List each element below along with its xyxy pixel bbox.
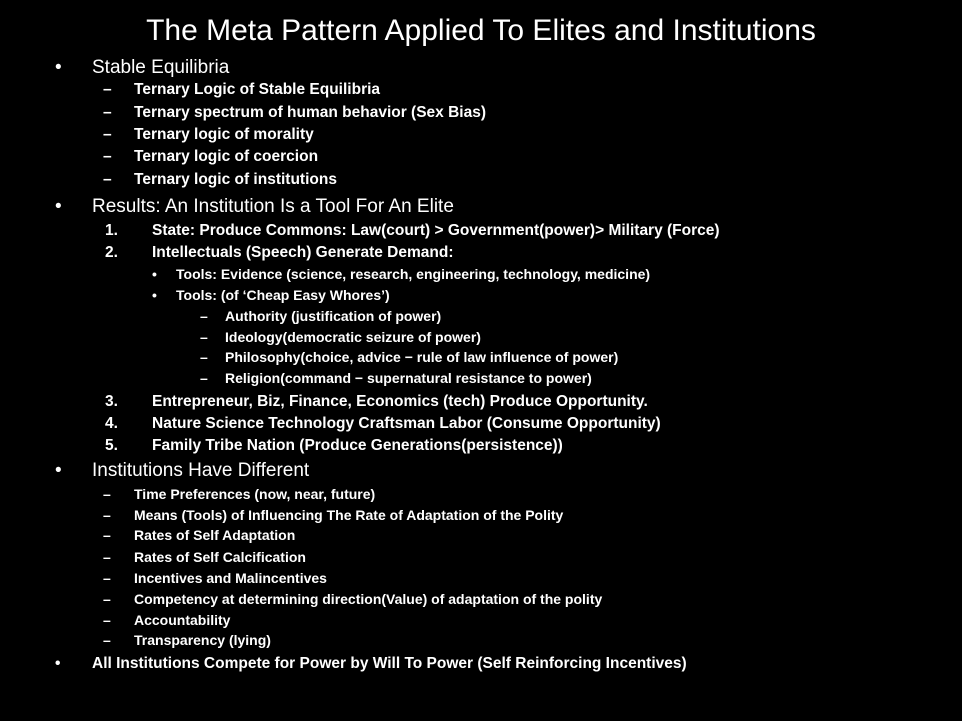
item-number: 2. — [105, 244, 118, 261]
numbered-item-text: Intellectuals (Speech) Generate Demand: — [152, 244, 454, 261]
list-item-text: Ternary logic of morality — [134, 126, 314, 143]
list-item-text: Means (Tools) of Influencing The Rate of Adaptation of the Polity — [134, 507, 564, 523]
dash-marker: – — [103, 632, 111, 648]
sub-bullet-text: Tools: (of ‘Cheap Easy Whores’) — [176, 287, 390, 303]
bullet-marker: • — [152, 266, 157, 282]
dash-marker: – — [103, 148, 112, 165]
sub-bullet-text: Tools: Evidence (science, research, engineering, technology, medicine) — [176, 266, 651, 282]
list-item-text: Ternary logic of institutions — [134, 171, 337, 188]
dash-marker: – — [200, 329, 208, 345]
bullet-marker: • — [55, 460, 62, 481]
section-heading: Institutions Have Different — [92, 460, 310, 481]
list-item-text: Rates of Self Adaptation — [134, 527, 296, 543]
section-heading: Stable Equilibria — [92, 57, 230, 78]
list-item-text: Rates of Self Calcification — [134, 549, 306, 565]
list-item-text: Accountability — [134, 612, 231, 628]
bullet-marker: • — [55, 196, 62, 217]
list-item-text: Religion(command − supernatural resistance to power) — [225, 370, 592, 386]
slide-title: The Meta Pattern Applied To Elites and Institutions — [146, 14, 816, 47]
dash-marker: – — [103, 126, 112, 143]
section-heading: All Institutions Compete for Power by Will To Power (Self Reinforcing Incentives) — [92, 655, 687, 672]
dash-marker: – — [103, 507, 111, 523]
numbered-item-text: Nature Science Technology Craftsman Labor (Consume Opportunity) — [152, 415, 661, 432]
list-item-text: Authority (justification of power) — [225, 308, 442, 324]
list-item-text: Ternary logic of coercion — [134, 148, 319, 165]
dash-marker: – — [103, 486, 111, 502]
dash-marker: – — [103, 81, 112, 98]
dash-marker: – — [103, 591, 111, 607]
dash-marker: – — [103, 570, 111, 586]
item-number: 4. — [105, 415, 118, 432]
item-number: 1. — [105, 222, 118, 239]
list-item-text: Ternary Logic of Stable Equilibria — [134, 81, 381, 98]
dash-marker: – — [200, 349, 208, 365]
dash-marker: – — [200, 370, 208, 386]
bullet-marker: • — [152, 287, 157, 303]
bullet-marker: • — [55, 655, 61, 672]
list-item-text: Incentives and Malincentives — [134, 570, 327, 586]
item-number: 5. — [105, 437, 118, 454]
dash-marker: – — [103, 549, 111, 565]
dash-marker: – — [103, 612, 111, 628]
list-item-text: Philosophy(choice, advice − rule of law influence of power) — [225, 349, 619, 365]
list-item-text: Time Preferences (now, near, future) — [134, 486, 376, 502]
dash-marker: – — [103, 171, 112, 188]
item-number: 3. — [105, 393, 118, 410]
list-item-text: Transparency (lying) — [134, 632, 271, 648]
bullet-marker: • — [55, 57, 62, 78]
numbered-item-text: Entrepreneur, Biz, Finance, Economics (tech) Produce Opportunity. — [152, 393, 648, 410]
numbered-item-text: State: Produce Commons: Law(court) > Government(power)> Military (Force) — [152, 222, 720, 239]
list-item-text: Competency at determining direction(Value) of adaptation of the polity — [134, 591, 603, 607]
list-item-text: Ideology(democratic seizure of power) — [225, 329, 481, 345]
numbered-item-text: Family Tribe Nation (Produce Generations(persistence)) — [152, 437, 563, 454]
list-item-text: Ternary spectrum of human behavior (Sex Bias) — [134, 104, 487, 121]
dash-marker: – — [200, 308, 208, 324]
section-heading: Results: An Institution Is a Tool For An Elite — [92, 196, 454, 217]
dash-marker: – — [103, 527, 111, 543]
dash-marker: – — [103, 104, 112, 121]
